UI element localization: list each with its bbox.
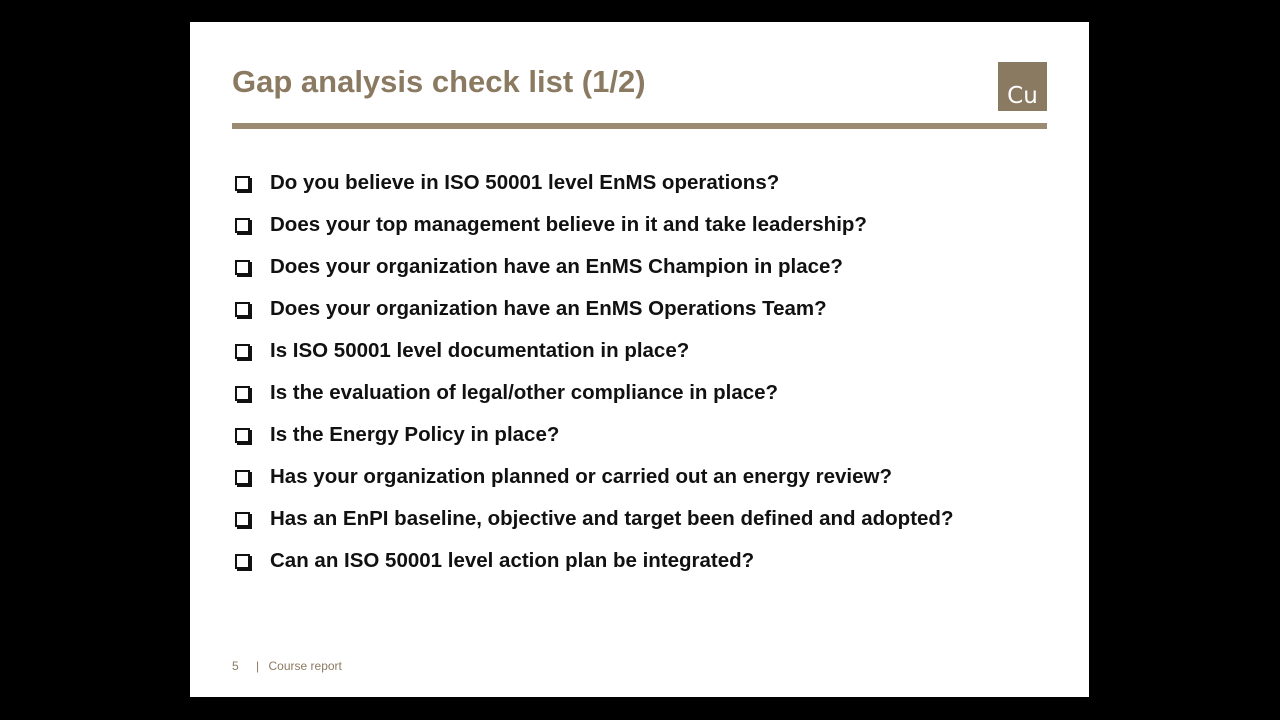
checklist-item (232, 372, 953, 414)
checkbox-icon (235, 470, 250, 485)
checkbox-icon (235, 512, 250, 527)
checklist-item (232, 246, 953, 288)
checkbox-icon (235, 344, 250, 359)
slide (190, 22, 1089, 697)
checklist-item-text: Can an ISO 50001 level action plan be integrated? (270, 549, 755, 572)
checklist-item (232, 204, 953, 246)
checklist-item-text: Does your top management believe in it and take leadership? (270, 213, 867, 236)
checkbox-icon (235, 218, 250, 233)
gap-analysis-checklist (232, 162, 953, 582)
checkbox-icon (235, 554, 250, 569)
checklist-item (232, 456, 953, 498)
slide-title: Gap analysis check list (1/2) (232, 64, 646, 99)
checklist-item-text: Does your organization have an EnMS Champion in place? (270, 255, 843, 278)
page-number: 5 (232, 659, 239, 673)
checklist-item (232, 330, 953, 372)
checkbox-icon (235, 428, 250, 443)
checklist-item (232, 540, 953, 582)
checklist-item-text: Is ISO 50001 level documentation in place? (270, 339, 690, 362)
title-divider (232, 123, 1047, 129)
footer-separator: | (256, 659, 260, 673)
checklist-item-text: Does your organization have an EnMS Operations Team? (270, 297, 827, 320)
checkbox-icon (235, 302, 250, 317)
checklist-item-text: Has an EnPI baseline, objective and target been defined and adopted? (270, 507, 954, 530)
checklist-item (232, 288, 953, 330)
checklist-item (232, 414, 953, 456)
checklist-item-text: Has your organization planned or carried out an energy review? (270, 465, 892, 488)
checkbox-icon (235, 260, 250, 275)
checklist-item-text: Is the Energy Policy in place? (270, 423, 560, 446)
checklist-item (232, 498, 953, 540)
checklist-item (232, 162, 953, 204)
checklist-item-text: Do you believe in ISO 50001 level EnMS operations? (270, 171, 780, 194)
checkbox-icon (235, 176, 250, 191)
checkbox-icon (235, 386, 250, 401)
cu-logo-icon (998, 62, 1047, 111)
checklist-item-text: Is the evaluation of legal/other compliance in place? (270, 381, 779, 404)
logo-text: Cu (1007, 83, 1038, 109)
footer-label: Course report (268, 659, 342, 673)
slide-footer (232, 659, 342, 673)
